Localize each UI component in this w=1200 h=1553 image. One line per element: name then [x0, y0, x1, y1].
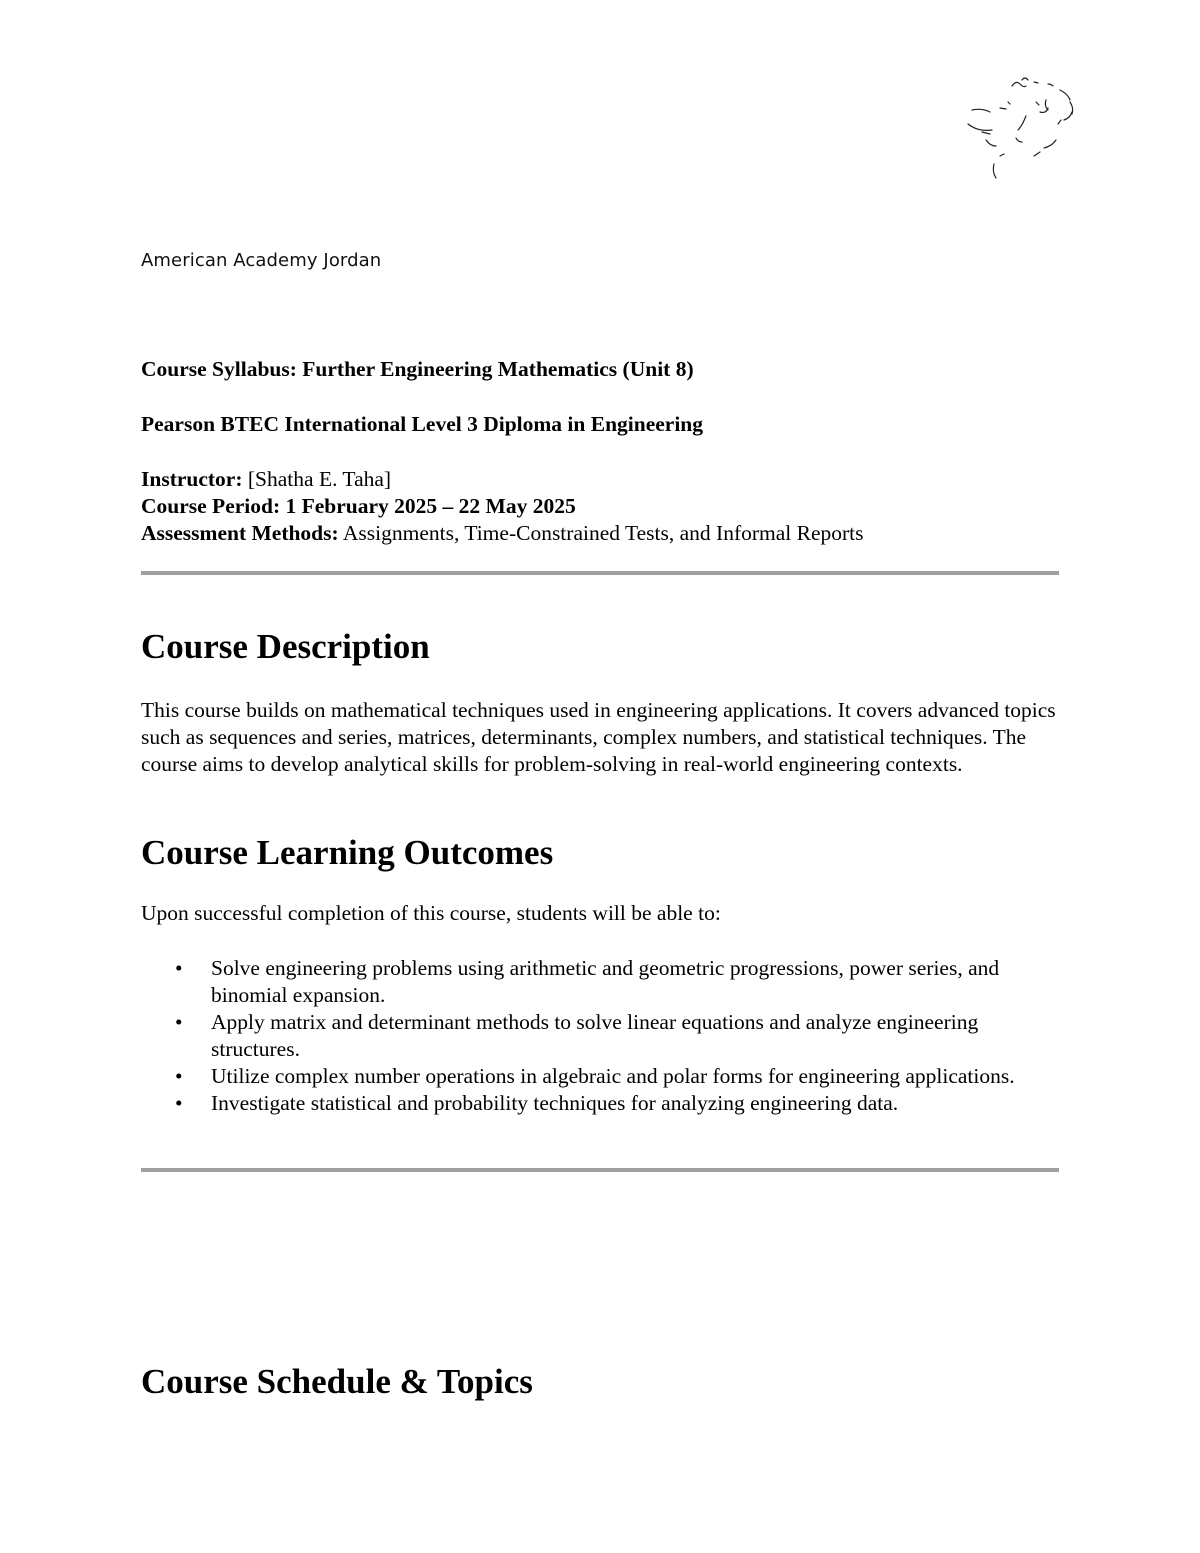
bullet-icon: •: [175, 1010, 183, 1034]
course-meta: [141, 466, 1059, 547]
outcome-text: Solve engineering problems using arithmetic and geometric progressions, power series, and binomial expansion.: [211, 956, 1000, 1007]
instructor-value: [Shatha E. Taha]: [247, 467, 392, 491]
assessment-value: Assignments, Time-Constrained Tests, and Informal Reports: [342, 521, 864, 545]
outcome-text: Investigate statistical and probability techniques for analyzing engineering data.: [211, 1091, 899, 1115]
instructor-label: Instructor:: [141, 467, 243, 491]
outcome-text: Utilize complex number operations in algebraic and polar forms for engineering applications.: [211, 1064, 1015, 1088]
bullet-icon: •: [175, 1091, 183, 1115]
list-item: [141, 955, 1059, 1009]
outcomes-list-block: [141, 955, 1059, 1117]
divider: [141, 571, 1059, 575]
institution-name: American Academy Jordan: [141, 250, 382, 271]
list-item: [141, 1063, 1059, 1090]
period-label: Course Period:: [141, 494, 281, 518]
syllabus-title: Course Syllabus: Further Engineering Mathematics (Unit 8): [141, 357, 694, 381]
divider: [141, 1168, 1059, 1172]
syllabus-title-block: [141, 356, 1059, 383]
outcomes-intro: Upon successful completion of this course, students will be able to:: [141, 901, 721, 925]
bullet-icon: •: [175, 956, 183, 980]
description-section: [141, 697, 1059, 778]
bullet-icon: •: [175, 1064, 183, 1088]
instructor-line: [141, 466, 1059, 493]
list-item: [141, 1009, 1059, 1063]
outcomes-list: [141, 955, 1059, 1117]
period-line: [141, 493, 1059, 520]
outcomes-intro-block: [141, 900, 1059, 927]
program-title: Pearson BTEC International Level 3 Diploma in Engineering: [141, 412, 704, 436]
signature-logo-icon: [960, 72, 1100, 187]
outcomes-heading: Course Learning Outcomes: [141, 833, 554, 872]
assessment-line: [141, 520, 1059, 547]
schedule-heading: Course Schedule & Topics: [141, 1362, 533, 1401]
list-item: [141, 1090, 1059, 1117]
assessment-label: Assessment Methods:: [141, 521, 339, 545]
description-heading: Course Description: [141, 627, 430, 666]
description-text: This course builds on mathematical techniques used in engineering applications. It covers advanced topics such as sequences and series, matrices, determinants, complex numbers, and statistical techniques. The course aims to develop analytical skills for problem-solving in real-world engineering contexts.: [141, 698, 1056, 776]
period-value: 1 February 2025 – 22 May 2025: [285, 494, 576, 518]
outcome-text: Apply matrix and determinant methods to solve linear equations and analyze engineering structures.: [211, 1010, 979, 1061]
program-block: [141, 411, 1059, 438]
